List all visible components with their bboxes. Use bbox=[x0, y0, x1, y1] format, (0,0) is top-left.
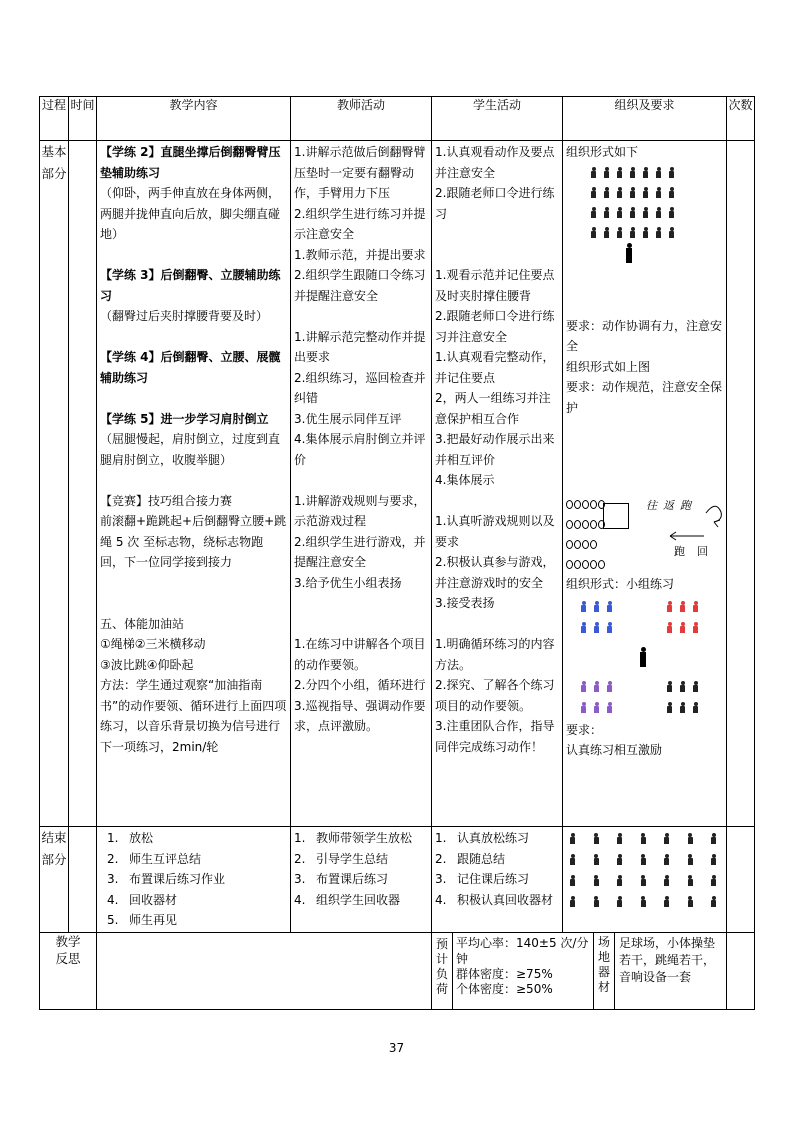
student-icon bbox=[692, 622, 699, 633]
student-icon bbox=[616, 167, 623, 178]
basic-content-cell bbox=[97, 141, 291, 827]
item-number: 4. bbox=[294, 892, 306, 907]
blank-line bbox=[435, 491, 559, 512]
item-number: 1. bbox=[107, 831, 119, 845]
student-icon bbox=[606, 702, 613, 713]
content-line: 【学练 4】后倒翻臀、立腰、展髋辅助练习 bbox=[100, 350, 281, 385]
student-ring-icon bbox=[566, 520, 573, 529]
student-icon bbox=[580, 622, 587, 633]
page-number: 37 bbox=[388, 1041, 405, 1055]
student-icon bbox=[580, 601, 587, 612]
teacher-activity-line: 2.组织学生进行游戏，并提醒注意安全 bbox=[294, 534, 426, 569]
student-icon bbox=[679, 622, 686, 633]
header-student: 学生活动 bbox=[432, 97, 563, 141]
teacher-activity-line: 3.巡视指导、强调动作要求，点评激励。 bbox=[294, 698, 426, 733]
student-icon bbox=[655, 227, 662, 238]
student-ring-icon bbox=[590, 540, 597, 549]
student-ring-icon bbox=[566, 500, 573, 509]
blank-line bbox=[100, 593, 287, 614]
student-ring-icon bbox=[574, 500, 581, 509]
student-icon bbox=[616, 207, 623, 218]
student-icon bbox=[640, 896, 647, 907]
student-icon bbox=[687, 854, 694, 865]
student-icon bbox=[668, 207, 675, 218]
teacher-activity-line: 4.集体展示肩肘倒立并评价 bbox=[294, 432, 426, 467]
blank-line bbox=[435, 245, 559, 266]
formation-row bbox=[566, 223, 723, 243]
student-ring-icon bbox=[574, 560, 581, 569]
student-ring-icon bbox=[582, 520, 589, 529]
end-section-row bbox=[40, 827, 755, 933]
student-icon bbox=[668, 167, 675, 178]
individual-density: 个体密度：≥50% bbox=[456, 982, 553, 996]
student-icon bbox=[616, 187, 623, 198]
student-activity-line: 2.跟随老师口令进行练习并注意安全 bbox=[435, 309, 555, 344]
end-content-item bbox=[107, 849, 287, 870]
end-student-item bbox=[435, 849, 559, 870]
content-line: 【竞赛】技巧组合接力赛 bbox=[100, 493, 233, 508]
relay-team-row bbox=[566, 496, 605, 512]
item-number: 4. bbox=[107, 892, 119, 907]
relay-label-out: 往返跑 bbox=[646, 499, 697, 512]
relay-team-row bbox=[566, 556, 605, 572]
blank-line bbox=[435, 614, 559, 635]
basic-time-cell bbox=[69, 141, 97, 827]
student-icon bbox=[580, 681, 587, 692]
student-icon bbox=[593, 896, 600, 907]
student-icon bbox=[687, 833, 694, 844]
student-icon bbox=[629, 207, 636, 218]
student-icon bbox=[593, 875, 600, 886]
lesson-plan-table bbox=[39, 96, 755, 1010]
org-req-2: 要求：动作规范，注意安全保护 bbox=[566, 380, 723, 415]
student-icon bbox=[692, 681, 699, 692]
student-ring-icon bbox=[574, 520, 581, 529]
basic-section-row bbox=[40, 141, 755, 827]
basic-org-cell bbox=[563, 141, 727, 827]
content-line: 五、体能加油站 bbox=[100, 616, 185, 631]
student-icon bbox=[655, 207, 662, 218]
item-number: 2. bbox=[435, 851, 447, 866]
student-icon bbox=[603, 167, 610, 178]
student-icon bbox=[710, 896, 717, 907]
header-row bbox=[40, 97, 755, 141]
basic-student-cell bbox=[432, 141, 563, 827]
student-icon bbox=[616, 875, 623, 886]
student-icon bbox=[603, 227, 610, 238]
student-activity-line: 3.注重团队合作，指导同伴完成练习动作！ bbox=[435, 719, 555, 754]
end-student-item bbox=[435, 890, 559, 911]
student-icon bbox=[679, 702, 686, 713]
student-icon bbox=[710, 854, 717, 865]
blank-line bbox=[294, 306, 428, 327]
student-activity-line: 1.明确循环练习的内容方法。 bbox=[435, 637, 555, 672]
student-icon bbox=[666, 622, 673, 633]
student-icon bbox=[593, 854, 600, 865]
item-text: 放松 bbox=[129, 831, 154, 845]
student-activity-line: 2.积极认真参与游戏，并注意游戏时的安全 bbox=[435, 555, 555, 590]
item-text: 布置课后练习 bbox=[316, 872, 389, 886]
student-icon bbox=[593, 702, 600, 713]
end-student-item bbox=[435, 869, 559, 890]
student-ring-icon bbox=[582, 560, 589, 569]
student-ring-icon bbox=[590, 500, 597, 509]
group-density: 群体密度：≥75% bbox=[456, 967, 553, 981]
teacher-activity-line: 2.分四个小组，循环进行 bbox=[294, 678, 426, 692]
blank-line bbox=[100, 388, 287, 409]
student-ring-icon bbox=[574, 540, 581, 549]
item-text: 回收器材 bbox=[129, 892, 178, 907]
content-line: 前滚翻+跪跳起+后倒翻臀立腰+跳绳 5 次 至标志物，绕标志物跑回，下一位同学接到接力 bbox=[100, 514, 287, 569]
student-icon bbox=[710, 833, 717, 844]
student-icon bbox=[640, 875, 647, 886]
content-line: 方法：学生通过观察“加油指南书”的动作要领、循环进行上面四项练习，以音乐背景切换为信号进行下一项练习，2min/轮 bbox=[100, 678, 287, 754]
content-line: （翻臀过后夹肘撑腰背要及时） bbox=[100, 309, 269, 323]
student-activity-line: 1.认真听游戏规则以及要求 bbox=[435, 514, 555, 549]
item-text: 布置课后练习作业 bbox=[129, 872, 226, 886]
org-req-3: 要求： bbox=[566, 722, 603, 737]
student-ring-icon bbox=[566, 560, 573, 569]
item-text: 师生再见 bbox=[129, 913, 178, 927]
teacher-activity-line: 1.教师示范，并提出要求 bbox=[294, 247, 426, 262]
student-icon bbox=[616, 854, 623, 865]
load-label: 预计负荷 bbox=[432, 933, 453, 1009]
student-icon bbox=[616, 833, 623, 844]
student-activity-line: 1.认真观看动作及要点并注意安全 bbox=[435, 145, 555, 180]
content-line: ①绳梯②三米横移动 bbox=[100, 637, 206, 651]
basic-count-cell bbox=[727, 141, 755, 827]
student-icon bbox=[569, 833, 576, 844]
end-teacher-item bbox=[294, 828, 428, 849]
student-icon bbox=[692, 702, 699, 713]
end-content-item bbox=[107, 890, 287, 911]
student-activity-line: 2.探究、了解各个练习项目的动作要领。 bbox=[435, 678, 555, 713]
teacher-activity-line: 1.在练习中讲解各个项目的动作要领。 bbox=[294, 637, 426, 672]
teacher-activity-line: 1.讲解示范完整动作并提出要求 bbox=[294, 329, 426, 364]
student-activity-line: 2.跟随老师口令进行练习 bbox=[435, 186, 555, 221]
content-line: ③波比跳④仰卧起 bbox=[100, 657, 194, 672]
student-ring-icon bbox=[590, 520, 597, 529]
header-teacher: 教师活动 bbox=[291, 97, 432, 141]
student-icon bbox=[663, 833, 670, 844]
formation-row bbox=[566, 183, 723, 203]
org-req-1: 要求：动作协调有力，注意安全 bbox=[566, 318, 723, 353]
student-icon bbox=[666, 681, 673, 692]
student-icon bbox=[710, 875, 717, 886]
student-icon bbox=[590, 227, 597, 238]
formation-row bbox=[566, 163, 723, 183]
item-text: 引导学生总结 bbox=[316, 851, 389, 866]
student-icon bbox=[692, 601, 699, 612]
item-number: 3. bbox=[107, 872, 119, 886]
student-icon bbox=[606, 601, 613, 612]
student-icon bbox=[569, 875, 576, 886]
blank-line bbox=[294, 470, 428, 491]
end-content-cell bbox=[97, 827, 291, 933]
student-icon bbox=[590, 167, 597, 178]
relay-team-row bbox=[566, 516, 605, 532]
item-number: 1. bbox=[294, 831, 306, 845]
student-icon bbox=[606, 622, 613, 633]
item-number: 3. bbox=[294, 872, 306, 886]
relay-diagram bbox=[566, 496, 723, 574]
formation-diagram-end bbox=[563, 827, 726, 927]
student-icon bbox=[603, 187, 610, 198]
student-activity-line: 1.观看示范并记住要点及时夹肘撑住腰背 bbox=[435, 268, 555, 303]
student-icon bbox=[666, 702, 673, 713]
student-icon bbox=[569, 896, 576, 907]
student-icon bbox=[687, 875, 694, 886]
student-icon bbox=[668, 227, 675, 238]
student-icon bbox=[590, 187, 597, 198]
student-icon bbox=[616, 896, 623, 907]
student-icon bbox=[593, 833, 600, 844]
end-teacher-item bbox=[294, 890, 428, 911]
student-icon bbox=[663, 896, 670, 907]
end-section-label: 结束部分 bbox=[40, 827, 69, 933]
basic-teacher-cell bbox=[291, 141, 432, 827]
teacher-icon bbox=[624, 243, 634, 263]
student-icon bbox=[663, 875, 670, 886]
item-text: 跟随总结 bbox=[457, 851, 506, 866]
student-ring-icon bbox=[566, 540, 573, 549]
relay-label-back: 跑回 bbox=[674, 545, 720, 558]
blank-line bbox=[294, 614, 428, 635]
teacher-activity-line: 3.给予优生小组表扬 bbox=[294, 575, 402, 590]
student-activity-line: 2，两人一组练习并注意保护相互合作 bbox=[435, 391, 551, 426]
end-student-cell bbox=[432, 827, 563, 933]
item-text: 认真放松练习 bbox=[457, 831, 530, 845]
student-icon bbox=[642, 207, 649, 218]
end-content-item bbox=[107, 828, 287, 849]
content-line: 【学练 2】直腿坐撑后倒翻臀臂压垫辅助练习 bbox=[100, 145, 281, 180]
student-icon bbox=[642, 187, 649, 198]
student-icon bbox=[655, 187, 662, 198]
student-icon bbox=[629, 227, 636, 238]
end-teacher-item bbox=[294, 869, 428, 890]
blank-line bbox=[100, 470, 287, 491]
blank-line bbox=[100, 327, 287, 348]
reflection-row bbox=[40, 933, 755, 1010]
teacher-activity-line: 2.组织学生跟随口令练习并提醒注意安全 bbox=[294, 268, 426, 303]
student-icon bbox=[666, 601, 673, 612]
header-content: 教学内容 bbox=[97, 97, 291, 141]
item-number: 5. bbox=[107, 913, 119, 927]
item-number: 2. bbox=[294, 851, 306, 866]
org-form-1: 组织形式如下 bbox=[566, 145, 639, 159]
org-form-3: 组织形式：小组练习 bbox=[566, 577, 675, 591]
teacher-activity-line: 1.讲解示范做后倒翻臀臂压垫时一定要有翻臀动作，手臂用力下压 bbox=[294, 145, 426, 200]
student-ring-icon bbox=[582, 540, 589, 549]
basic-section-label: 基本部分 bbox=[40, 141, 69, 827]
header-org: 组织及要求 bbox=[563, 97, 727, 141]
item-number: 1. bbox=[435, 831, 447, 845]
student-icon bbox=[569, 854, 576, 865]
end-student-item bbox=[435, 828, 559, 849]
org-req-3b: 认真练习相互激励 bbox=[566, 743, 663, 757]
formation-row bbox=[566, 203, 723, 223]
formation-diagram-1 bbox=[566, 163, 723, 243]
student-icon bbox=[603, 207, 610, 218]
teacher-activity-line: 2.组织练习，巡回检查并纠错 bbox=[294, 370, 426, 405]
student-icon bbox=[580, 702, 587, 713]
student-ring-icon bbox=[582, 500, 589, 509]
blank-line bbox=[100, 573, 287, 594]
reflection-label: 教学反思 bbox=[55, 934, 81, 966]
student-icon bbox=[616, 227, 623, 238]
header-time: 时间 bbox=[69, 97, 97, 141]
item-text: 教师带领学生放松 bbox=[316, 831, 413, 845]
header-count: 次数 bbox=[727, 97, 755, 141]
relay-arrows bbox=[630, 500, 726, 546]
content-line: 【学练 5】进一步学习肩肘倒立 bbox=[100, 411, 269, 426]
student-icon bbox=[640, 854, 647, 865]
item-number: 2. bbox=[107, 851, 119, 866]
student-icon bbox=[593, 622, 600, 633]
teacher-activity-line: 2.组织学生进行练习并提示注意安全 bbox=[294, 206, 426, 241]
item-number: 3. bbox=[435, 872, 447, 886]
student-icon bbox=[593, 601, 600, 612]
header-process: 过程 bbox=[40, 97, 69, 141]
student-icon bbox=[679, 601, 686, 612]
org-form-2: 组织形式如上图 bbox=[566, 359, 651, 374]
student-icon bbox=[590, 207, 597, 218]
teacher-icon bbox=[638, 647, 648, 667]
student-icon bbox=[663, 854, 670, 865]
student-icon bbox=[642, 227, 649, 238]
end-content-item bbox=[107, 910, 287, 931]
end-org-cell bbox=[563, 827, 727, 933]
end-teacher-cell bbox=[291, 827, 432, 933]
student-activity-line: 3.接受表扬 bbox=[435, 596, 495, 610]
student-icon bbox=[642, 167, 649, 178]
student-activity-line: 4.集体展示 bbox=[435, 473, 495, 487]
student-icon bbox=[606, 681, 613, 692]
student-icon bbox=[629, 187, 636, 198]
student-activity-line: 3.把最好动作展示出来并相互评价 bbox=[435, 432, 555, 467]
student-ring-icon bbox=[598, 560, 605, 569]
venue-text: 足球场，小体操垫若干，跳绳若干，音响设备一套 bbox=[619, 936, 716, 984]
end-time-cell bbox=[69, 827, 97, 933]
teacher-activity-line: 3.优生展示同伴互评 bbox=[294, 411, 402, 426]
marker-box bbox=[603, 503, 629, 529]
content-line: 【学练 3】后倒翻臀、立腰辅助练习 bbox=[100, 268, 281, 303]
heart-rate: 平均心率：140±5 次/分钟 bbox=[456, 936, 589, 966]
formation-diagram-3 bbox=[566, 595, 723, 720]
student-icon bbox=[655, 167, 662, 178]
blank-line bbox=[435, 224, 559, 245]
blank-line bbox=[100, 245, 287, 266]
item-text: 师生互评总结 bbox=[129, 851, 202, 866]
venue-label: 场地器材 bbox=[594, 933, 615, 1009]
student-icon bbox=[640, 833, 647, 844]
teacher-activity-line: 1.讲解游戏规则与要求，示范游戏过程 bbox=[294, 493, 426, 528]
student-icon bbox=[679, 681, 686, 692]
item-text: 积极认真回收器材 bbox=[457, 892, 554, 907]
content-line: （仰卧，两手伸直放在身体两侧，两腿并拢伸直向后放，脚尖绷直碰地） bbox=[100, 186, 281, 241]
end-content-item bbox=[107, 869, 287, 890]
student-activity-line: 1.认真观看完整动作，并记住要点 bbox=[435, 350, 555, 385]
student-icon bbox=[668, 187, 675, 198]
student-ring-icon bbox=[590, 560, 597, 569]
end-count-cell bbox=[727, 827, 755, 933]
relay-team-row bbox=[566, 536, 605, 552]
reflection-text-cell bbox=[97, 933, 432, 1010]
item-number: 4. bbox=[435, 892, 447, 907]
end-teacher-item bbox=[294, 849, 428, 870]
item-text: 组织学生回收器 bbox=[316, 892, 401, 907]
item-text: 记住课后练习 bbox=[457, 872, 530, 886]
student-icon bbox=[629, 167, 636, 178]
student-icon bbox=[593, 681, 600, 692]
content-line: （屈腿慢起，肩肘倒立，过度到直腿肩肘倒立，收腹举腿） bbox=[100, 432, 281, 467]
blank-line bbox=[294, 593, 428, 614]
student-icon bbox=[687, 896, 694, 907]
